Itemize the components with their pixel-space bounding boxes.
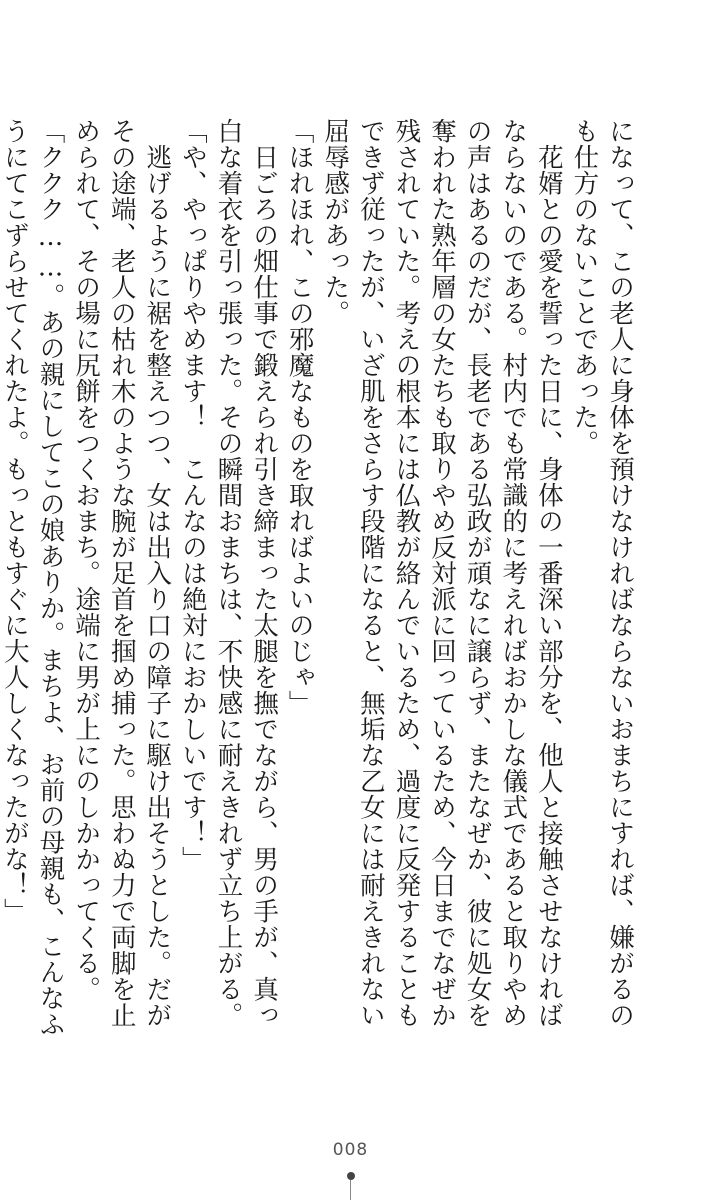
paragraph-5-dialogue: 「や、やっぱりやめます！ こんなのは絶対におかしいです！」 [177,118,208,872]
paragraph-1: になって、この老人に身体を預けなければならないおまちにすれば、嫌がるのも仕方のないことであった。 [569,118,635,1028]
paragraph-4: 日ごろの畑仕事で鍛えられ引き締まった太腿を撫でながら、男の手が、真っ白な着衣を引っ張った。その瞬間おまちは、不快感に耐えきれず立ち上がる。 [213,118,280,1028]
paragraph-7-dialogue: 「ククク……。あの親にしてこの娘ありか。まちよ、お前の母親も、こんなふうにてこずらせてくれたよ。もっともすぐに大人しくなったがな！」 [0,118,66,1037]
page-number: 008 [332,1140,369,1160]
vertical-text-body [0,118,637,1038]
folio-dot-icon [347,1172,355,1180]
folio-line-divider [350,1180,351,1200]
paragraph-3-dialogue: 「ほれほれ、この邪魔なものを取ればよいのじゃ」 [284,118,315,716]
paragraph-6: 逃げるように裾を整えつつ、女は出入り口の障子に駆け出そうとした。だがその途端、老人の枯れ木のような腕が足首を掴め捕った。思わぬ力で両脚を止められて、その場に尻餅をつくおまち。途端に男が上にのしかかってくる。 [71,118,173,1028]
paragraph-2: 花婿との愛を誓った日に、身体の一番深い部分を、他人と接触させなければならないのである。村内でも常識的に考えればおかしな儀式であると取りやめの声はあるのだが、長老である弘政が頑なに譲らず、またなぜか、彼に処女を奪われた熟年層の女たちも取りやめ反対派に回っているため、今日までなぜか残されていた。考えの根本には仏教が絡んでいるため、過度に反発することもできず従ったが、いざ肌をさらす段階になると、無垢な乙女には耐えきれない屈辱感があった。 [320,118,564,1028]
